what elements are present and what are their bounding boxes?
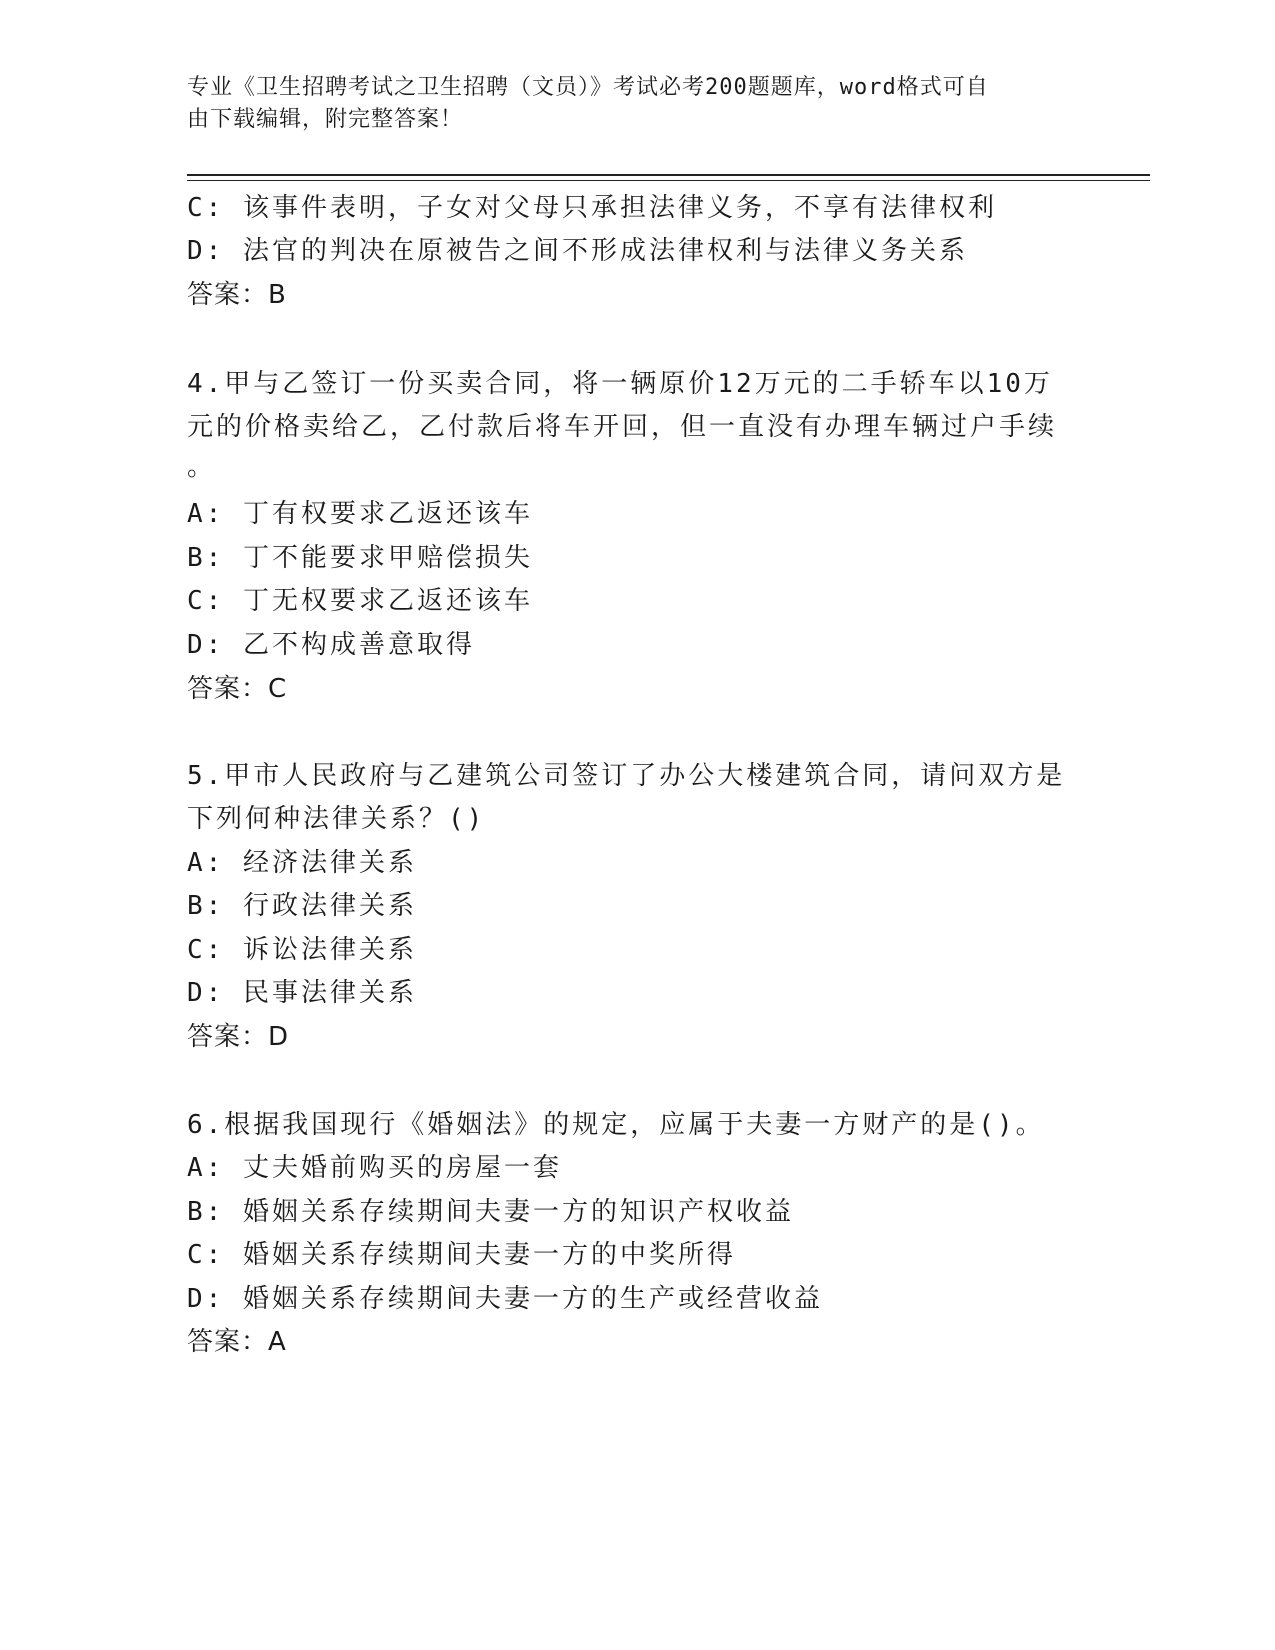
header-rule-thin bbox=[187, 180, 1150, 181]
q4-answer: 答案：C bbox=[187, 674, 288, 704]
document-header bbox=[187, 72, 1067, 136]
q3-option-c: C: 该事件表明，子女对父母只承担法律义务，不享有法律权利 bbox=[187, 193, 997, 223]
q6-answer: 答案：A bbox=[187, 1327, 287, 1357]
q4-option-b: B: 丁不能要求甲赔偿损失 bbox=[187, 543, 533, 573]
header-line-2: 由下载编辑，附完整答案！ bbox=[187, 107, 464, 132]
q4-option-c: C: 丁无权要求乙返还该车 bbox=[187, 586, 533, 616]
q5-answer: 答案：D bbox=[187, 1022, 290, 1052]
header-rule-thick bbox=[187, 174, 1150, 176]
q6-option-a: A: 丈夫婚前购买的房屋一套 bbox=[187, 1153, 562, 1183]
q5-option-a: A: 经济法律关系 bbox=[187, 848, 417, 878]
q4-option-a: A: 丁有权要求乙返还该车 bbox=[187, 499, 533, 529]
q5-stem-line-2: 下列何种法律关系？() bbox=[187, 804, 486, 834]
q4-stem-line-3: 。 bbox=[187, 452, 217, 482]
q4-stem-line-1: 4.甲与乙签订一份买卖合同，将一辆原价12万元的二手轿车以10万 bbox=[187, 369, 1053, 399]
q6-option-b: B: 婚姻关系存续期间夫妻一方的知识产权收益 bbox=[187, 1197, 794, 1227]
q3-option-d: D: 法官的判决在原被告之间不形成法律权利与法律义务关系 bbox=[187, 236, 968, 266]
q5-option-c: C: 诉讼法律关系 bbox=[187, 935, 417, 965]
q6-option-d: D: 婚姻关系存续期间夫妻一方的生产或经营收益 bbox=[187, 1284, 823, 1314]
header-line-1: 专业《卫生招聘考试之卫生招聘（文员）》考试必考200题题库，word格式可自 bbox=[187, 75, 989, 100]
q5-option-b: B: 行政法律关系 bbox=[187, 891, 417, 921]
q4-option-d: D: 乙不构成善意取得 bbox=[187, 630, 475, 660]
q6-option-c: C: 婚姻关系存续期间夫妻一方的中奖所得 bbox=[187, 1240, 736, 1270]
q3-answer: 答案：B bbox=[187, 280, 287, 310]
q5-option-d: D: 民事法律关系 bbox=[187, 978, 417, 1008]
q6-stem-line-1: 6.根据我国现行《婚姻法》的规定，应属于夫妻一方财产的是()。 bbox=[187, 1110, 1045, 1140]
q5-stem-line-1: 5.甲市人民政府与乙建筑公司签订了办公大楼建筑合同，请问双方是 bbox=[187, 761, 1066, 791]
q4-stem-line-2: 元的价格卖给乙，乙付款后将车开回，但一直没有办理车辆过户手续 bbox=[187, 412, 1058, 442]
